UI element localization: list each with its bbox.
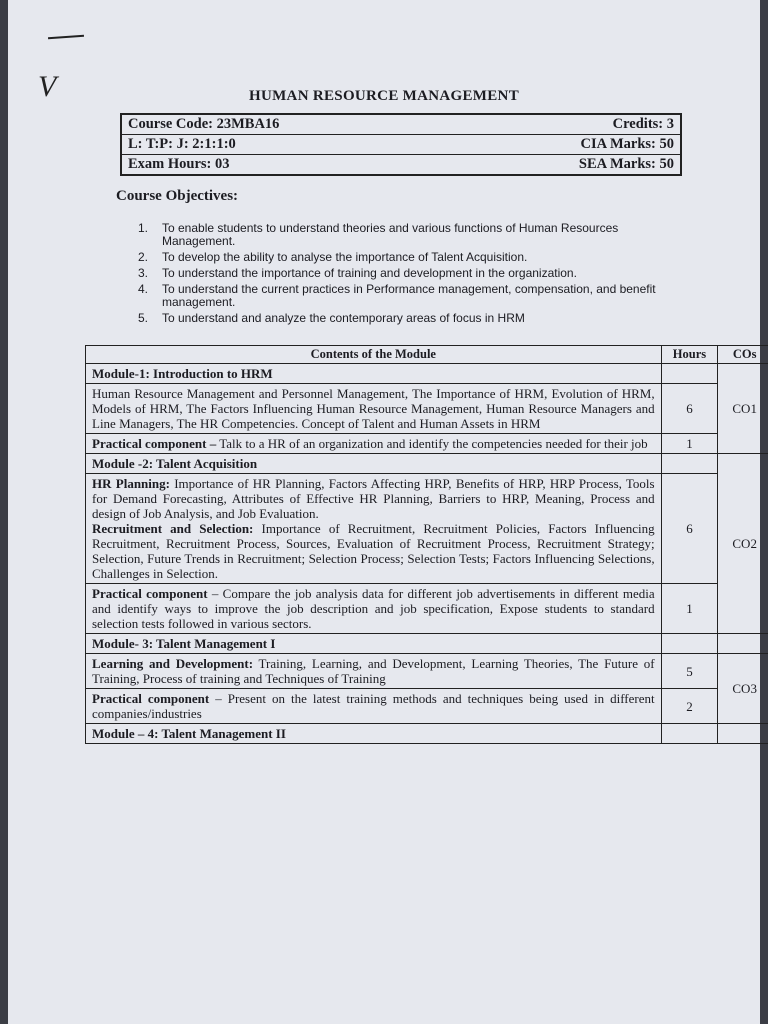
module-2-title: Module -2: Talent Acquisition	[86, 454, 662, 474]
table-row	[86, 724, 768, 744]
exam-hours: Exam Hours: 03	[128, 156, 230, 172]
module-1-hours: 6	[661, 384, 718, 434]
credits: Credits: 3	[459, 114, 681, 135]
col-hours: Hours	[661, 346, 718, 364]
list-item: 1. To enable students to understand theories and various functions of Human Resources Management.	[138, 221, 619, 248]
table-row	[86, 654, 768, 689]
objectives-heading: Course Objectives:	[116, 188, 239, 204]
module-2-content: HR Planning: Importance of HR Planning, Factors Affecting HRP, Benefits of HRP, HRP Process, Tools for Demand Forecasting, Attributes of Effective HR Planning, Barriers to HRP, Meaning, Process and design of Job Analysis, and Job Evaluation. Recruitment and Selection: Importance of Recruitment, Recruitment Policies, Factors Influencing Recruitment, Recruitment Process, Sources, Evaluation of Recruitment Process, Recruitment Strategy; Selection, Future Trends in Recruitment; Selection Process; Selection Tests; Factors Influencing Selections, Challenges in Selection.	[86, 474, 662, 584]
list-item: 2. To develop the ability to analyse the importance of Talent Acquisition.	[138, 250, 528, 264]
document-page	[8, 0, 760, 1024]
table-row	[86, 584, 768, 634]
module-1-content: Human Resource Management and Personnel Management, The Importance of HRM, Evolution of HRM, Models of HRM, The Factors Influencing Human Resource Management, Human Resource Managers and Line Managers, The HR Competencies. Concept of Talent and Human Assets in HRM	[86, 384, 662, 434]
col-cos: COs	[718, 346, 768, 364]
document-title: HUMAN RESOURCE MANAGEMENT	[249, 88, 519, 104]
table-row	[86, 454, 768, 474]
course-code: Course Code: 23MBA16	[121, 114, 459, 135]
module-2-practical: Practical component – Compare the job analysis data for different job advertisements in different media and identify ways to improve the job description and job specification, Expose students to standard selection tests followed in various sectors.	[86, 584, 662, 634]
list-item: 3. To understand the importance of training and development in the organization.	[138, 266, 577, 280]
module-3-co: CO3	[718, 654, 768, 724]
table-row	[86, 384, 768, 434]
module-3-content: Learning and Development: Training, Learning, and Development, Learning Theories, The Future of Training, Process of training and Techniques of Training	[86, 654, 662, 689]
table-row	[86, 364, 768, 384]
table-row	[86, 434, 768, 454]
objectives-list	[138, 222, 678, 328]
table-header-row	[86, 346, 768, 364]
sea-marks: SEA Marks: 50	[578, 156, 674, 172]
module-2-practical-hours: 1	[661, 584, 718, 634]
pen-mark-tick: V	[38, 70, 57, 103]
module-4-title: Module – 4: Talent Management II	[86, 724, 662, 744]
module-1-co: CO1	[718, 364, 768, 454]
module-1-practical-hours: 1	[661, 434, 718, 454]
module-1-practical: Practical component – Talk to a HR of an organization and identify the competencies needed for their job	[86, 434, 662, 454]
module-3-hours: 5	[661, 654, 718, 689]
course-info-table	[120, 113, 682, 176]
list-item: 4. To understand the current practices in Performance management, compensation, and benefit management.	[138, 282, 656, 309]
module-2-hours: 6	[661, 474, 718, 584]
table-row	[86, 474, 768, 584]
col-contents: Contents of the Module	[86, 346, 662, 364]
module-1-title: Module-1: Introduction to HRM	[86, 364, 662, 384]
module-3-practical-hours: 2	[661, 689, 718, 724]
module-3-practical: Practical component – Present on the latest training methods and techniques being used in different companies/industries	[86, 689, 662, 724]
ltpj: L: T:P: J: 2:1:1:0	[121, 135, 459, 155]
pen-mark-dash	[48, 35, 84, 40]
module-table	[85, 345, 768, 744]
module-2-co: CO2	[718, 454, 768, 634]
table-row	[86, 689, 768, 724]
table-row	[86, 634, 768, 654]
module-3-title: Module- 3: Talent Management I	[86, 634, 662, 654]
list-item: 5. To understand and analyze the contemporary areas of focus in HRM	[138, 311, 525, 325]
cia-marks: CIA Marks: 50	[459, 135, 681, 155]
